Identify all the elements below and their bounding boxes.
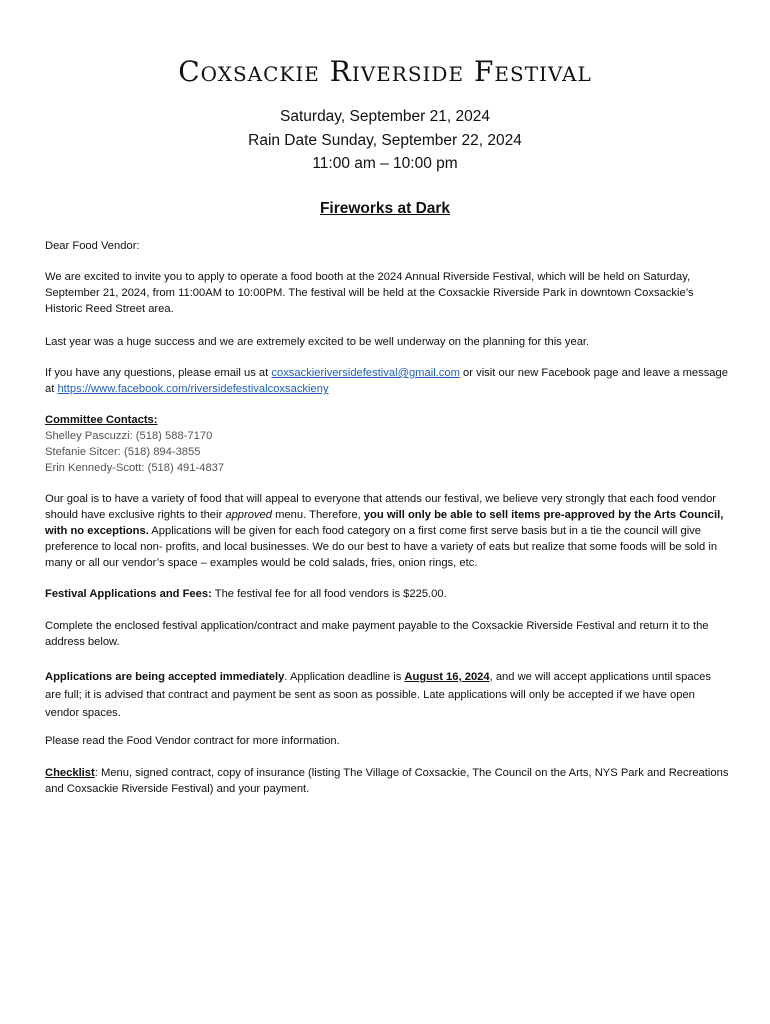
goal-paragraph — [45, 491, 730, 571]
festival-title: Coxsackie Riverside Festival — [178, 55, 592, 88]
contact-item: Shelley Pascuzzi: (518) 588-7170 — [45, 430, 213, 442]
invite-paragraph: We are excited to invite you to apply to operate a food booth at the 2024 Annual Riverside Festival, which will be held on Saturday, September 21, 2024, from 11:00AM to 10:00PM. The festival will be held at the Coxsackie Riverside Park in downtown Coxsackie’s Historic Reed Street area. — [45, 271, 694, 315]
event-time: 11:00 am – 10:00 pm — [312, 155, 458, 172]
contacts-heading: Committee Contacts: — [45, 414, 158, 426]
questions-paragraph — [45, 365, 730, 397]
goal-text-3: Applications will be given for each food category on a first come first serve basis but in a tie the council will give preference to local non- profits, and local businesses. We do our best to have a variety of eats but realize that some foods will be sold in many or all our vendor’s space – examples would be cold salads, fries, onion rings, etc. — [45, 525, 718, 569]
fees-label: Festival Applications and Fees: — [45, 588, 212, 600]
goal-bold: you will only be able to sell items pre-approved by the Arts Council, with no exceptions. — [45, 509, 724, 537]
event-date: Saturday, September 21, 2024 — [280, 108, 490, 125]
checklist-label: Checklist — [45, 767, 95, 779]
goal-approved: approved — [225, 509, 272, 521]
accepted-paragraph — [45, 668, 730, 722]
complete-paragraph: Complete the enclosed festival application/contract and make payment payable to the Coxsackie Riverside Festival and return it to the address below. — [45, 620, 709, 648]
checklist-paragraph — [45, 765, 730, 797]
fireworks-heading: Fireworks at Dark — [319, 200, 451, 217]
accepted-text-1: . Application deadline is — [284, 671, 405, 683]
goal-text-1: Our goal is to have a variety of food that will appeal to everyone that attends our festival, we believe very strongly that each food vendor should have exclusive rights to their — [45, 493, 717, 521]
contact-item: Erin Kennedy-Scott: (518) 491-4837 — [45, 462, 225, 474]
questions-text-2: or visit our new Facebook page and leave a message at — [45, 367, 728, 395]
accepted-text-2: , and we will accept applications until spaces are full; it is advised that contract and payment be sent as soon as possible. Late applications will only be accepted if we have open vendor spaces. — [45, 671, 711, 719]
checklist-text: : Menu, signed contract, copy of insurance (listing The Village of Coxsackie, The Council on the Arts, NYS Park and Recreations and Coxsackie Riverside Festival) and your payment. — [45, 767, 729, 795]
goal-text-2: menu. Therefore, — [272, 509, 364, 521]
contact-item: Stefanie Sitcer: (518) 894-3855 — [45, 446, 201, 458]
rain-date: Rain Date Sunday, September 22, 2024 — [248, 132, 522, 149]
greeting: Dear Food Vendor: — [45, 240, 140, 252]
read-contract-paragraph: Please read the Food Vendor contract for more information. — [45, 735, 340, 747]
deadline-date: August 16, 2024 — [404, 671, 490, 683]
email-link[interactable]: coxsackieriversidefestival@gmail.com — [271, 367, 460, 379]
last-year-paragraph: Last year was a huge success and we are extremely excited to be well underway on the planning for this year. — [45, 336, 590, 348]
questions-text-1: If you have any questions, please email us at — [45, 367, 272, 379]
accepted-label: Applications are being accepted immediately — [45, 671, 285, 683]
fees-paragraph — [45, 586, 730, 602]
fees-text: The festival fee for all food vendors is $225.00. — [211, 588, 447, 600]
committee-contacts — [45, 412, 730, 476]
facebook-link[interactable]: https://www.facebook.com/riversidefestivalcoxsackieny — [57, 383, 329, 395]
